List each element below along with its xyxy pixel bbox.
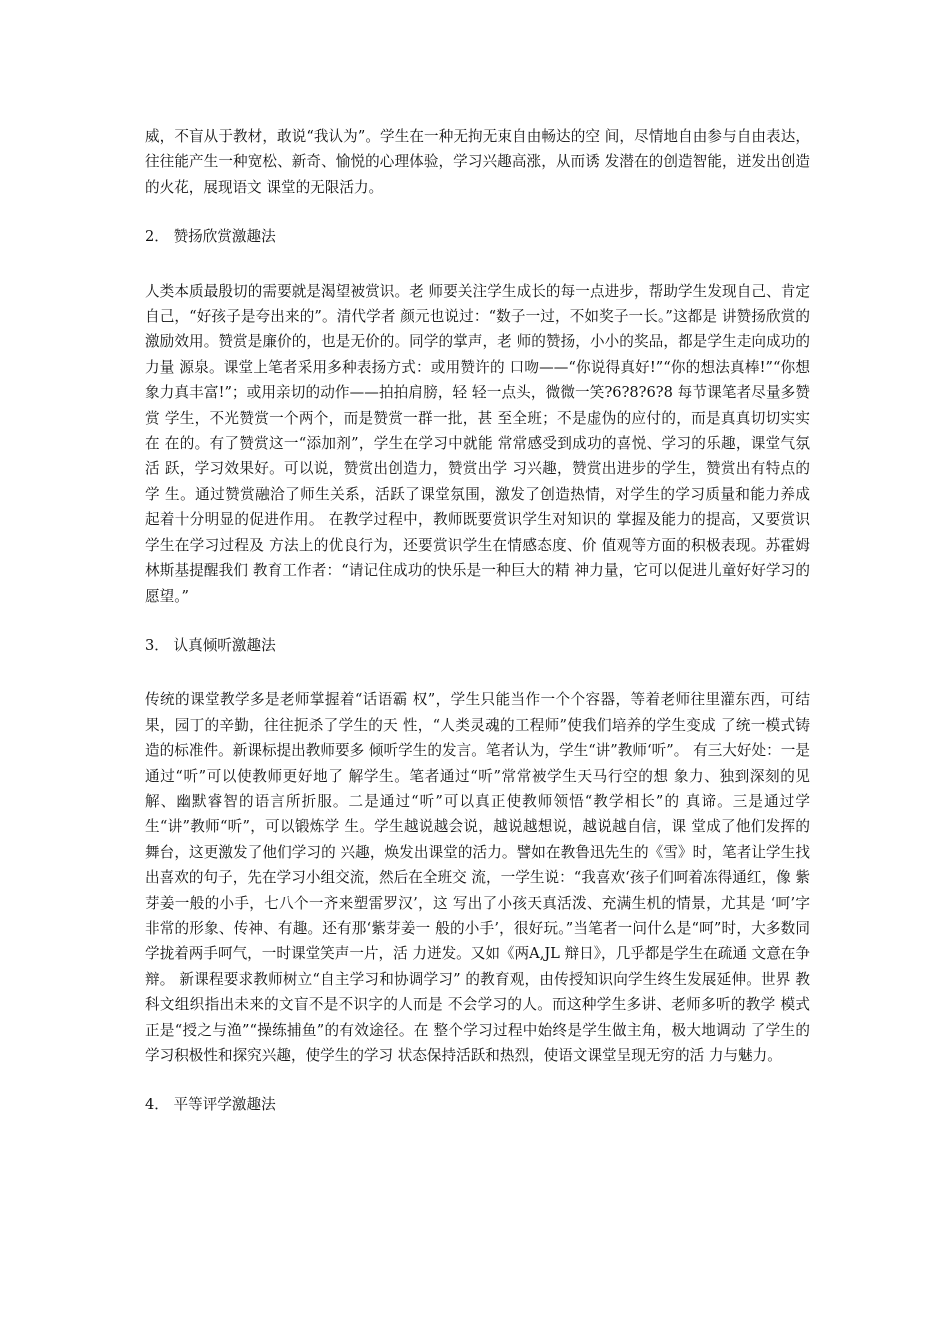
paragraph-3: 传统的课堂教学多是老师掌握着“话语霸 权”，学生只能当作一个个容器，等着老师往里灌东西，可结果，园丁的辛勤，往往扼杀了学生的天 性，“人类灵魂的工程师”使我们培养的学生变成 了统一模式铸造的标准件。新课标提出教师要多 倾听学生的发言。笔者认为，学生“讲”教师‘听”。 有三大好处：一是通过“听”可以使教师更好地了 解学生。笔者通过“听”常常被学生天马行空的想 象力、独到深刻的见解、幽默睿智的语言所折服。二是通过“听”可以真正使教师领悟“教学相长”的 真谛。三是通过学生“讲”教师“听”，可以锻炼学 生。学生越说越会说，越说越想说，越说越自信，课 堂成了他们发挥的舞台，这更激发了他们学习的 兴趣，焕发出课堂的活力。譬如在教鲁迅先生的《雪》时，笔者让学生找 出喜欢的句子，先在学习小组交流，然后在全班交 流，一学生说：“我喜欢‘孩子们呵着冻得通红，像 紫芽姜一般的小手，七八个一齐来塑雷罗汉’，这 写出了小孩天真活泼、充满生机的情景，尤其是 ‘呵’字非常的形象、传神、有趣。还有那‘紫芽姜一 般的小手’，很好玩。”当笔者一问什么是“呵”时，大多数同学拢着两手呵气，一时课堂笑声一片，活 力迸发。又如《两A,JL 辩日》，几乎都是学生在疏通 文意在争辩。 新课程要求教师树立“自主学习和协调学习” 的教育观，由传授知识向学生终生发展延伸。世界 教科文组织指出未来的文盲不是不识字的人而是 不会学习的人。而这种学生多讲、老师多听的教学 模式正是“授之与渔”“操练捕鱼”的有效途径。在 整个学习过程中始终是学生做主角，极大地调动 了学生的学习积极性和探究兴趣，使学生的学习 状态保持活跃和热烈，使语文课堂呈现无穷的活 力与魅力。: [145, 691, 810, 1064]
paragraph-2: 人类本质最殷切的需要就是渴望被赏识。老 师要关注学生成长的每一点进步，帮助学生发现自己、肯定自己，“好孩子是夸出来的”。清代学者 颜元也说过：“数子一过，不如奖子一长。”这都是 讲赞扬欣赏的激励效用。赞赏是廉价的，也是无价的。同学的掌声，老 师的赞扬，小小的奖品，都是学生走向成功的力量 源泉。课堂上笔者采用多种表扬方式：或用赞许的 口吻——“你说得真好!”“你的想法真棒!”“你想 象力真丰富!”；或用亲切的动作——拍拍肩膀，轻 轻一点头，微微一笑?6?8?6?8 每节课笔者尽量多赞赏 学生，不光赞赏一个两个，而是赞赏一群一批，甚 至全班；不是虚伪的应付的，而是真真切切实实在 在的。有了赞赏这一“添加剂”，学生在学习中就能 常常感受到成功的喜悦、学习的乐趣，课堂气氛活 跃，学习效果好。可以说，赞赏出创造力，赞赏出学 习兴趣，赞赏出进步的学生，赞赏出有特点的学 生。通过赞赏融洽了师生关系，活跃了课堂氛围，激发了创造热情，对学生的学习质量和能力养成 起着十分明显的促进作用。 在教学过程中，教师既要赏识学生对知识的 掌握及能力的提高，又要赏识学生在学习过程及 方法上的优良行为，还要赏识学生在情感态度、价 值观等方面的积极表现。苏霍姆林斯基提醒我们 教育工作者：“请记住成功的快乐是一种巨大的精 神力量，它可以促进儿童好好学习的愿望。”: [145, 282, 810, 605]
paragraph-1: 威，不盲从于教材，敢说“我认为”。学生在一种无拘无束自由畅达的空 间，尽情地自由参与自由表达，往往能产生一种宽松、新奇、愉悦的心理体验，学习兴趣高涨，从而诱 发潜在的创造智能，迸发出创造的火花，展现语文 课堂的无限活力。: [145, 128, 810, 196]
spacer: [145, 658, 810, 687]
spacer: [145, 609, 810, 633]
section-heading-4: 4． 平等评学激趣法: [145, 1096, 276, 1114]
section-heading-2: 2． 赞扬欣赏激趣法: [145, 228, 276, 246]
spacer: [145, 200, 810, 224]
spacer: [145, 1068, 810, 1092]
spacer: [145, 250, 810, 279]
document-page: [145, 124, 810, 1118]
section-heading-3: 3． 认真倾听激趣法: [145, 636, 276, 654]
